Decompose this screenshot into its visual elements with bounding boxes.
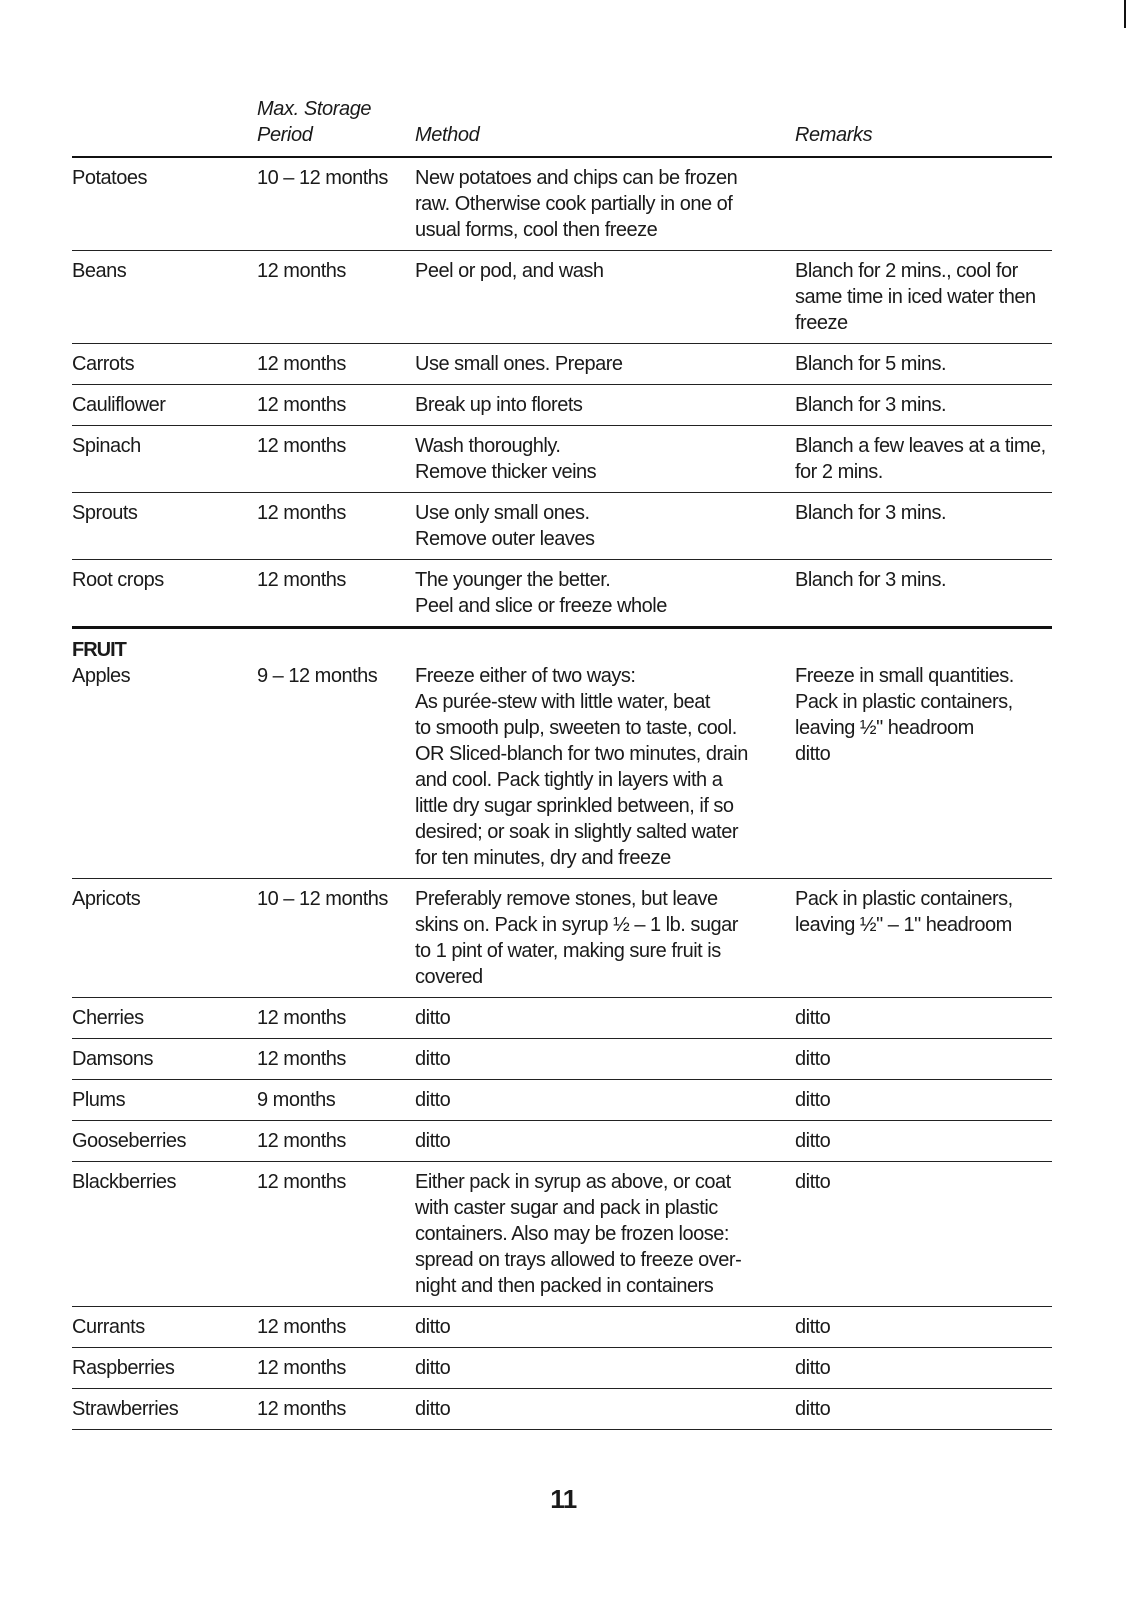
header-method: Method bbox=[415, 124, 480, 146]
table-row bbox=[72, 1080, 1052, 1121]
method-text: ditto bbox=[415, 1130, 451, 1152]
remarks-text: ditto bbox=[795, 1089, 831, 1111]
storage-period: 9 months bbox=[257, 1089, 336, 1111]
storage-table bbox=[72, 96, 1052, 1430]
storage-period: 12 months bbox=[257, 260, 346, 282]
method-text: Use only small ones. Remove outer leaves bbox=[415, 502, 595, 550]
item-name: Cherries bbox=[72, 1007, 144, 1029]
storage-period: 12 months bbox=[257, 353, 346, 375]
remarks-text: ditto bbox=[795, 1398, 831, 1420]
remarks-text: Blanch a few leaves at a time, for 2 mins. bbox=[795, 435, 1046, 483]
item-name: Damsons bbox=[72, 1048, 153, 1070]
method-text: ditto bbox=[415, 1048, 451, 1070]
table-row bbox=[72, 1121, 1052, 1162]
item-name: Sprouts bbox=[72, 502, 138, 524]
remarks-text bbox=[795, 165, 1052, 243]
item-name: Potatoes bbox=[72, 167, 147, 189]
storage-period: 12 months bbox=[257, 394, 346, 416]
item-name: Apples bbox=[72, 665, 131, 687]
storage-period: 12 months bbox=[257, 502, 346, 524]
table-row bbox=[72, 344, 1052, 385]
remarks-text: ditto bbox=[795, 1130, 831, 1152]
table-row bbox=[72, 1348, 1052, 1389]
fruit-heading: FRUIT bbox=[72, 639, 126, 661]
table-row bbox=[72, 560, 1052, 629]
storage-period: 10 – 12 months bbox=[257, 888, 388, 910]
storage-period: 12 months bbox=[257, 1007, 346, 1029]
storage-period: 12 months bbox=[257, 1130, 346, 1152]
table-row bbox=[72, 158, 1052, 251]
storage-period: 12 months bbox=[257, 1171, 346, 1193]
remarks-text: Blanch for 3 mins. bbox=[795, 569, 947, 591]
remarks-text: Pack in plastic containers, leaving ½" – 1" headroom bbox=[795, 888, 1013, 936]
page-edge-mark bbox=[1124, 0, 1126, 28]
item-name: Blackberries bbox=[72, 1171, 177, 1193]
table-row bbox=[72, 663, 1052, 879]
remarks-text: Blanch for 3 mins. bbox=[795, 394, 947, 416]
table-row bbox=[72, 251, 1052, 344]
page-number: 11 bbox=[550, 1484, 577, 1514]
method-text: The younger the better. Peel and slice or freeze whole bbox=[415, 569, 667, 617]
remarks-text: ditto bbox=[795, 1357, 831, 1379]
item-name: Gooseberries bbox=[72, 1130, 187, 1152]
fruit-section bbox=[72, 663, 1052, 1430]
storage-period: 12 months bbox=[257, 1048, 346, 1070]
item-name: Raspberries bbox=[72, 1357, 175, 1379]
remarks-text: Freeze in small quantities. Pack in plastic containers, leaving ½" headroom ditto bbox=[795, 665, 1014, 765]
storage-period: 12 months bbox=[257, 569, 346, 591]
table-row bbox=[72, 1039, 1052, 1080]
remarks-text: Blanch for 5 mins. bbox=[795, 353, 947, 375]
item-name: Cauliflower bbox=[72, 394, 166, 416]
vegetables-section bbox=[72, 158, 1052, 629]
header-storage-period: Max. Storage Period bbox=[257, 98, 372, 146]
storage-period: 12 months bbox=[257, 435, 346, 457]
method-text: Use small ones. Prepare bbox=[415, 353, 623, 375]
table-row bbox=[72, 1162, 1052, 1307]
item-name: Strawberries bbox=[72, 1398, 179, 1420]
storage-period: 9 – 12 months bbox=[257, 665, 378, 687]
method-text: New potatoes and chips can be frozen raw. Otherwise cook partially in one of usual forms, cool then freeze bbox=[415, 167, 738, 241]
method-text: ditto bbox=[415, 1316, 451, 1338]
table-row bbox=[72, 493, 1052, 560]
method-text: Wash thoroughly. Remove thicker veins bbox=[415, 435, 597, 483]
header-remarks: Remarks bbox=[795, 124, 873, 146]
storage-period: 12 months bbox=[257, 1316, 346, 1338]
item-name: Currants bbox=[72, 1316, 145, 1338]
remarks-text: ditto bbox=[795, 1048, 831, 1070]
storage-period: 12 months bbox=[257, 1398, 346, 1420]
table-row bbox=[72, 998, 1052, 1039]
item-name: Plums bbox=[72, 1089, 126, 1111]
item-name: Carrots bbox=[72, 353, 135, 375]
method-text: Freeze either of two ways: As purée-stew with little water, beat to smooth pulp, sweeten to taste, cool. OR Sliced-blanch for two minutes, drain and cool. Pack tightly in layers with a little dry sugar sprinkled between, if so desired; or soak in slightly salted water for ten minutes, dry and freeze bbox=[415, 665, 748, 869]
table-row bbox=[72, 1307, 1052, 1348]
method-text: ditto bbox=[415, 1398, 451, 1420]
method-text: Peel or pod, and wash bbox=[415, 260, 604, 282]
storage-period: 10 – 12 months bbox=[257, 167, 388, 189]
remarks-text: Blanch for 2 mins., cool for same time in iced water then freeze bbox=[795, 260, 1036, 334]
table-row bbox=[72, 385, 1052, 426]
item-name: Apricots bbox=[72, 888, 141, 910]
table-row bbox=[72, 1389, 1052, 1430]
table-row bbox=[72, 426, 1052, 493]
remarks-text: ditto bbox=[795, 1316, 831, 1338]
item-name: Root crops bbox=[72, 569, 164, 591]
item-name: Spinach bbox=[72, 435, 141, 457]
method-text: Either pack in syrup as above, or coat with caster sugar and pack in plastic containers. Also may be frozen loose: spread on trays allowed to freeze over- night and then packed in containers bbox=[415, 1171, 742, 1297]
method-text: Break up into florets bbox=[415, 394, 583, 416]
method-text: Preferably remove stones, but leave skins on. Pack in syrup ½ – 1 lb. sugar to 1 pint of water, making sure fruit is covered bbox=[415, 888, 738, 988]
method-text: ditto bbox=[415, 1089, 451, 1111]
remarks-text: Blanch for 3 mins. bbox=[795, 502, 947, 524]
item-name: Beans bbox=[72, 260, 127, 282]
table-row bbox=[72, 879, 1052, 998]
remarks-text: ditto bbox=[795, 1171, 831, 1193]
table-header bbox=[72, 96, 1052, 158]
method-text: ditto bbox=[415, 1007, 451, 1029]
method-text: ditto bbox=[415, 1357, 451, 1379]
remarks-text: ditto bbox=[795, 1007, 831, 1029]
storage-period: 12 months bbox=[257, 1357, 346, 1379]
